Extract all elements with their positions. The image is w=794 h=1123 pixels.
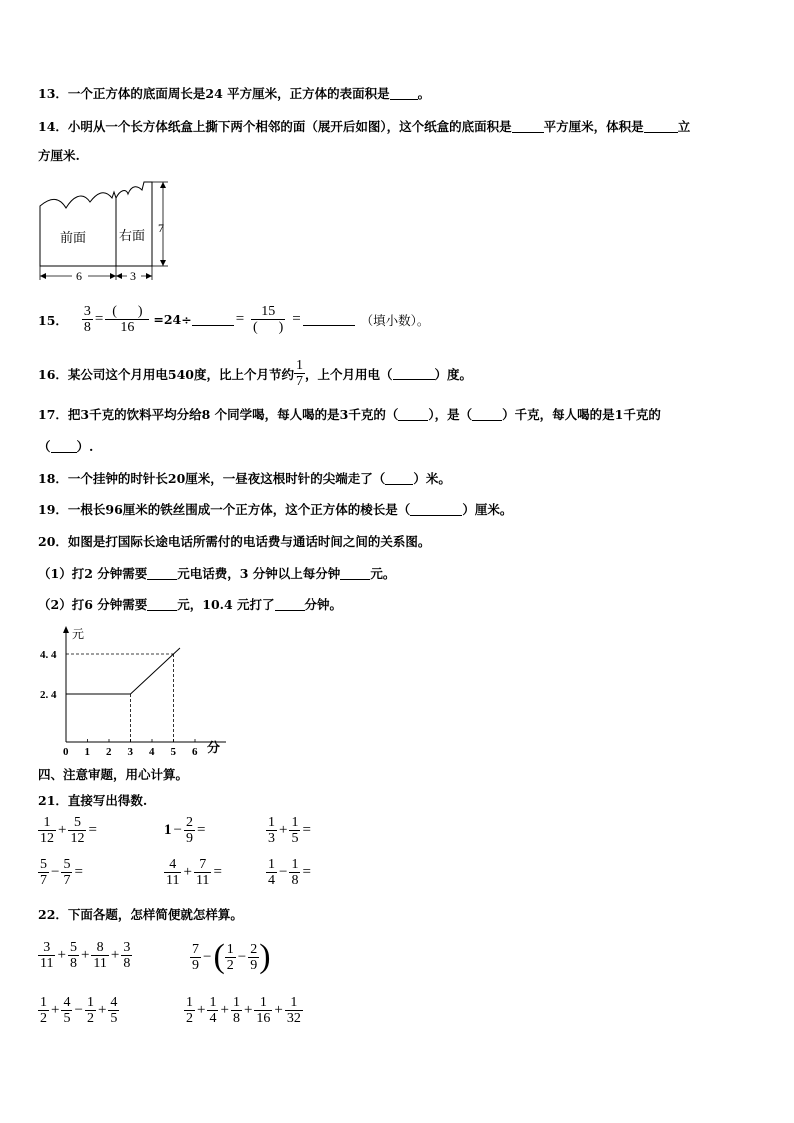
question-22: 22．下面各题，怎样简便就怎样算。 — [38, 907, 243, 922]
answer-blank[interactable] — [644, 120, 678, 133]
answer-blank[interactable] — [393, 367, 435, 380]
answer-blank[interactable] — [385, 472, 413, 485]
question-13: 13．一个正方体的底面周长是24 平方厘米，正方体的表面积是 。 — [38, 86, 431, 101]
answer-blank[interactable] — [398, 408, 428, 421]
answer-blank[interactable] — [51, 440, 77, 453]
question-15: 15． $\frac{3}{8}$ = $\frac{( )}{16}$ =24÷ = $\frac{15}{( )}$ = （填小数）。 — [38, 304, 430, 335]
question-14: 14．小明从一个长方体纸盒上撕下两个相邻的面（展开后如图），这个纸盒的底面积是 平方厘米，体积是 立 — [38, 119, 691, 134]
height-label: 7 — [158, 221, 164, 235]
fraction-blank[interactable]: $\frac{( )}{16}$ — [105, 304, 149, 335]
x-tick-label: 4 — [149, 746, 155, 758]
answer-blank[interactable] — [303, 313, 355, 326]
question-20-part-2: （2）打6 分钟需要 元，10.4 元打了 分钟。 — [38, 597, 343, 612]
answer-blank[interactable] — [275, 598, 305, 611]
question-19: 19．一根长96厘米的铁丝围成一个正方体，这个正方体的棱长是（ ）厘米。 — [38, 502, 513, 517]
y-tick-label: 2. 4 — [40, 689, 57, 701]
answer-blank[interactable] — [147, 567, 177, 580]
question-14-cont: 方厘米. — [38, 148, 80, 163]
x-tick-label: 1 — [84, 746, 90, 758]
y-axis-arrow — [63, 626, 69, 633]
y-tick-label: 4. 4 — [40, 649, 57, 661]
answer-blank[interactable] — [472, 408, 502, 421]
answer-blank[interactable] — [340, 567, 370, 580]
phone-fee-chart — [36, 624, 236, 760]
calc-21-6: $\frac{1}{4}$ − $\frac{1}{8}$ = — [268, 857, 311, 888]
calc-21-3: $\frac{1}{3}$ + $\frac{1}{5}$ = — [268, 815, 311, 846]
question-17: 17．把3千克的饮料平均分给8 个同学喝，每人喝的是3千克的（ ），是（ ）千克，每人喝的是1千克的 — [38, 407, 661, 422]
question-17-cont: （ ）. — [38, 439, 94, 454]
x-tick-label: 3 — [127, 746, 133, 758]
calc-22-3: $\frac{1}{2}$ + $\frac{4}{5}$ − $\frac{1}{2}$ + $\frac{4}{5}$ — [40, 995, 118, 1026]
calc-22-1: $\frac{3}{11}$ + $\frac{5}{8}$ + $\frac{8}{11}$ + $\frac{3}{8}$ — [40, 940, 131, 971]
unfolded-box-figure — [30, 176, 180, 286]
question-18: 18．一个挂钟的时针长20厘米，一昼夜这根时针的尖端走了（ ）米。 — [38, 471, 451, 486]
calc-21-2: 1 − $\frac{2}{9}$ = — [164, 815, 206, 846]
question-text: 一个正方体的底面周长是24 平方厘米，正方体的表面积是 — [67, 86, 390, 101]
right-face-label: 右面 — [119, 228, 146, 243]
calc-21-4: $\frac{5}{7}$ − $\frac{5}{7}$ = — [40, 857, 83, 888]
section-4-heading: 四、注意审题，用心计算。 — [38, 767, 189, 782]
x-tick-label: 0 — [63, 746, 69, 758]
calc-22-2: $\frac{7}{9}$ − ( $\frac{1}{2}$ − $\frac{2}{9}$ ) — [192, 938, 271, 975]
calc-21-1: $\frac{1}{12}$ + $\frac{5}{12}$ = — [40, 815, 97, 846]
answer-blank[interactable] — [410, 503, 462, 516]
question-20: 20．如图是打国际长途电话所需付的电话费与通话时间之间的关系图。 — [38, 534, 431, 549]
answer-blank[interactable] — [192, 313, 234, 326]
width-label-2: 3 — [130, 269, 136, 283]
answer-blank[interactable] — [512, 120, 544, 133]
front-face-label: 前面 — [60, 230, 87, 245]
x-tick-label: 5 — [170, 746, 176, 758]
calc-21-5: $\frac{4}{11}$ + $\frac{7}{11}$ = — [166, 857, 222, 888]
fraction: $\frac{1}{7}$ — [296, 358, 303, 389]
x-tick-label: 2 — [106, 746, 112, 758]
calc-22-4: $\frac{1}{2}$ + $\frac{1}{4}$ + $\frac{1}{8}$ + $\frac{1}{16}$ + $\frac{1}{32}$ — [186, 995, 301, 1026]
width-label-1: 6 — [76, 269, 82, 283]
question-21: 21．直接写出得数. — [38, 793, 148, 808]
question-number: 13． — [38, 86, 68, 101]
answer-blank[interactable] — [147, 598, 177, 611]
question-20-part-1: （1）打2 分钟需要 元电话费，3 分钟以上每分钟 元。 — [38, 566, 396, 581]
answer-blank[interactable] — [390, 87, 418, 100]
x-tick-label: 6 — [192, 746, 198, 758]
x-axis-label: 分 — [207, 740, 221, 755]
question-16: 16． 某公司这个月用电540度，比上个月节约 $\frac{1}{7}$ ，上个月用电（ ）度。 — [38, 358, 473, 389]
fraction: $\frac{3}{8}$ — [83, 304, 91, 335]
fee-line — [66, 648, 180, 694]
fraction-blank[interactable]: $\frac{15}{( )}$ — [253, 304, 284, 335]
y-axis-label: 元 — [72, 627, 85, 641]
